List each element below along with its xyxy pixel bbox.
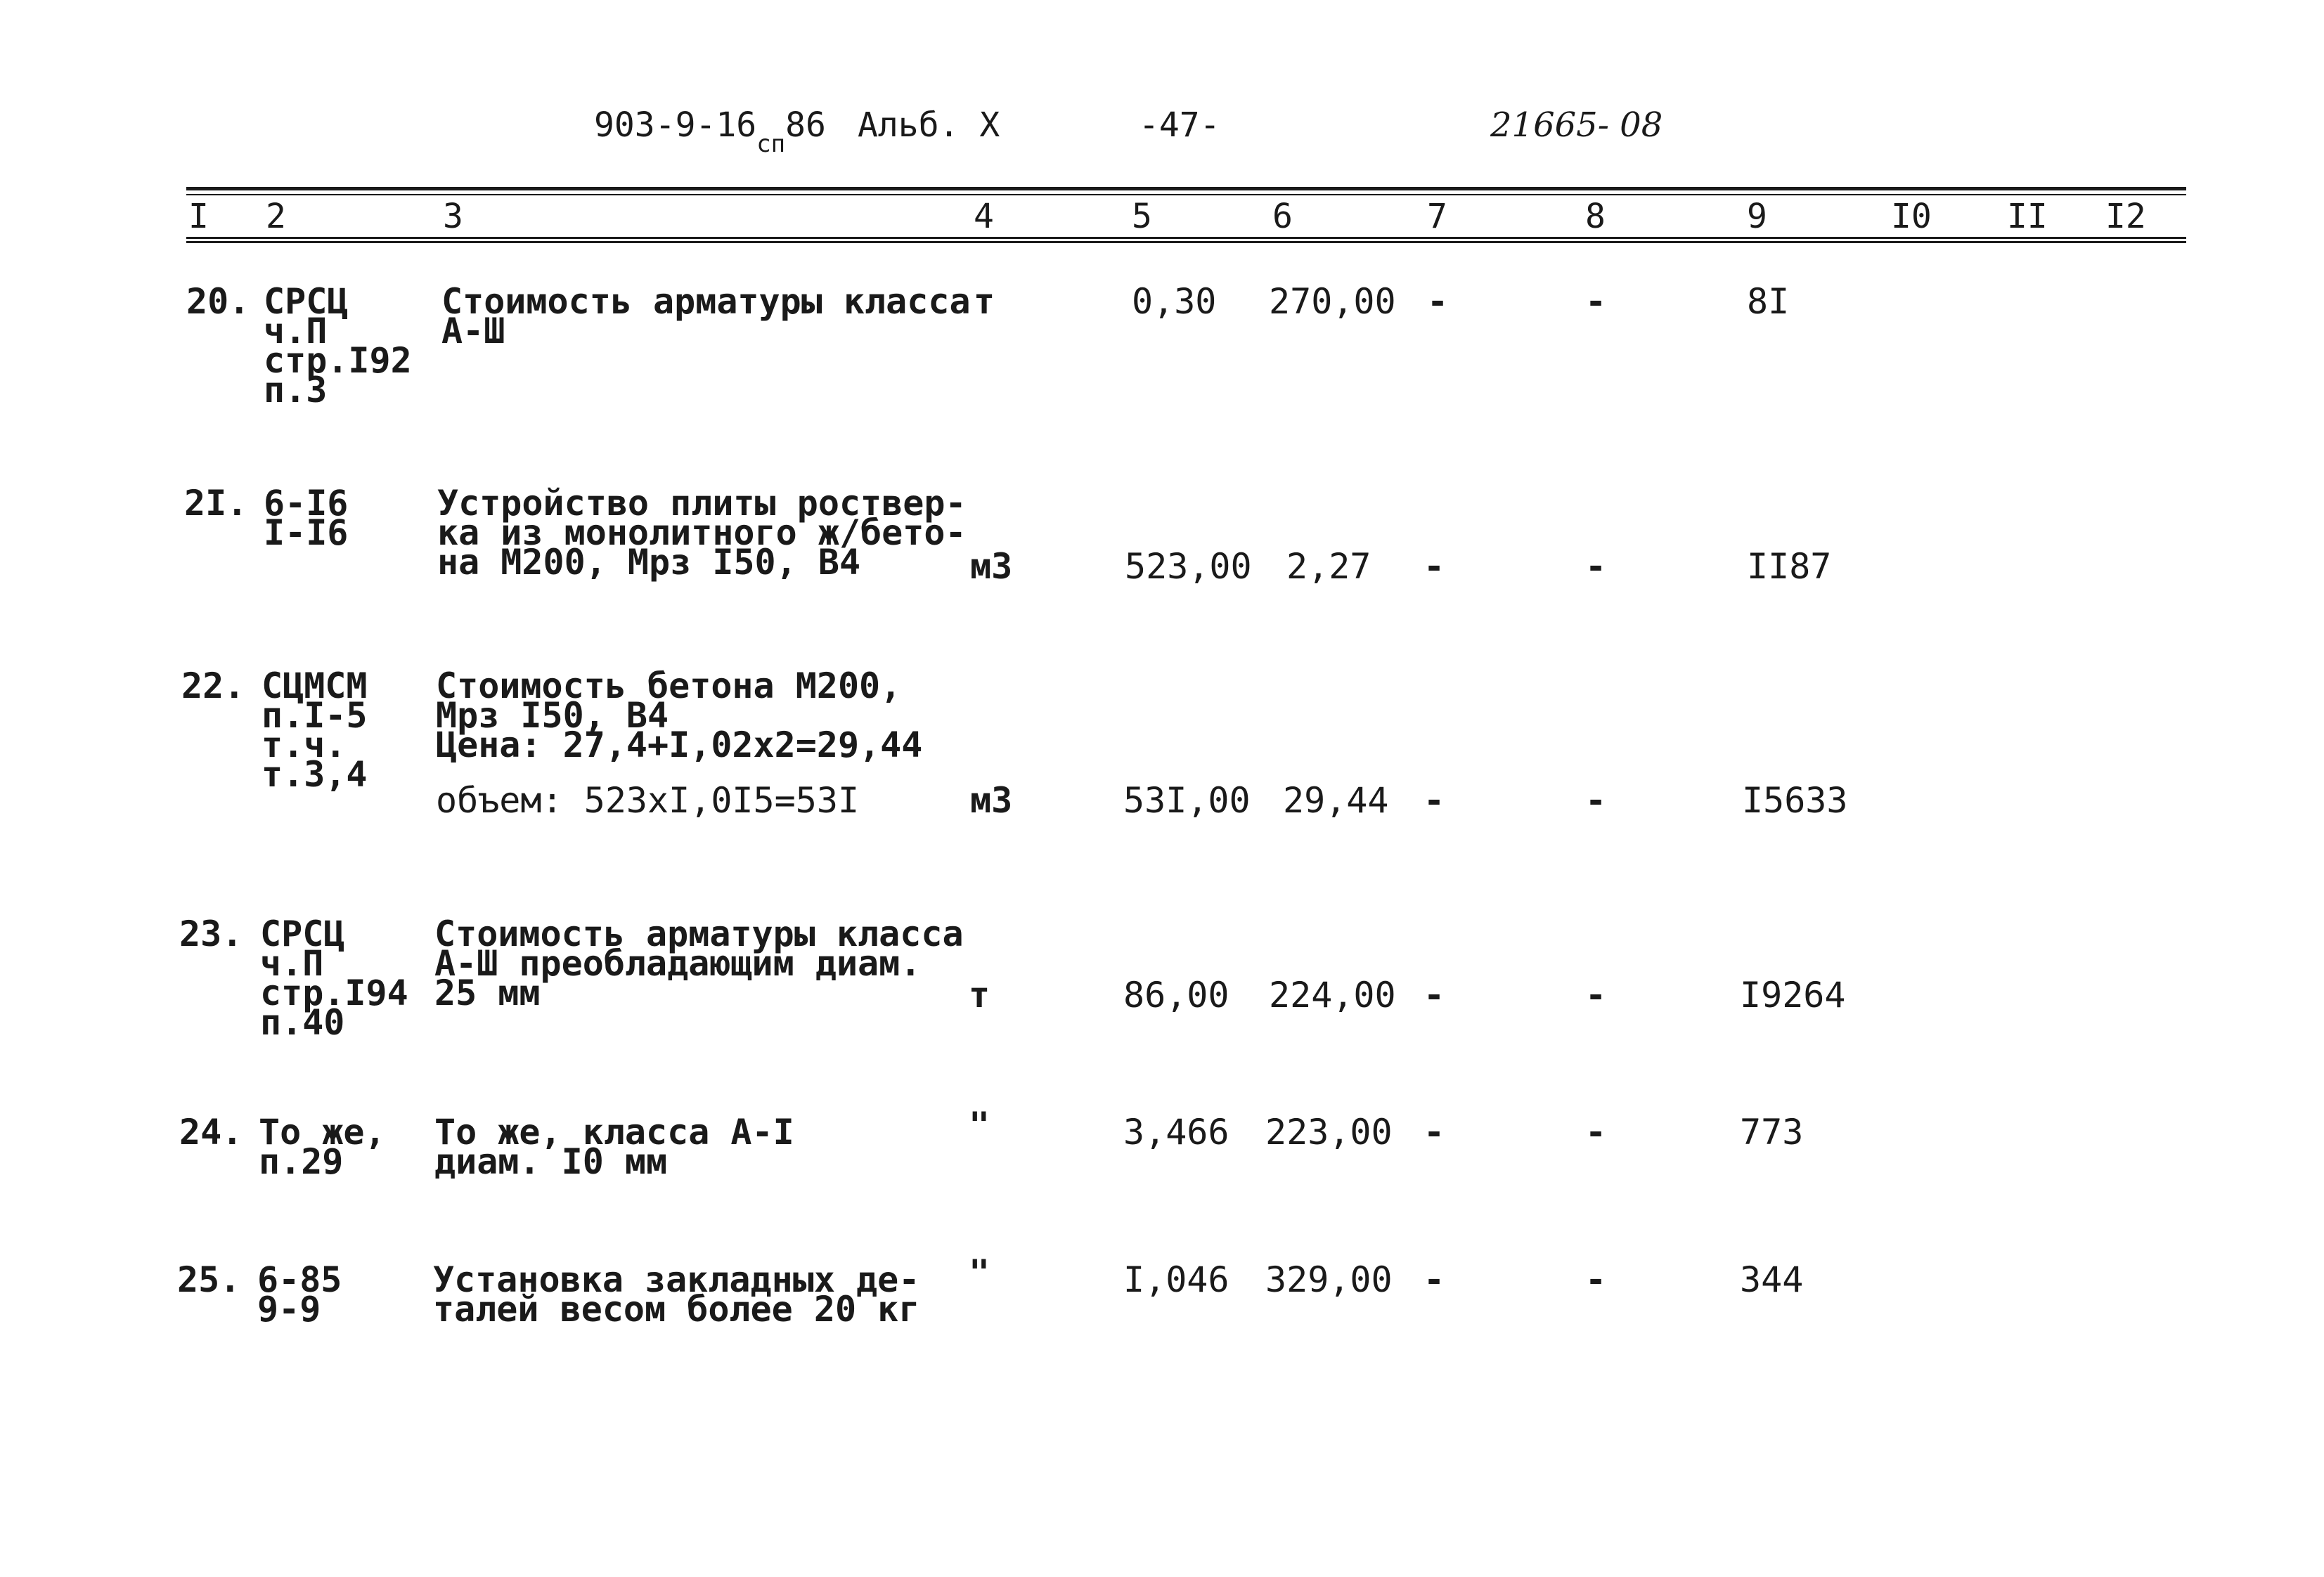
description-line: Стоимость арматуры класса <box>441 281 971 322</box>
description-line: Устройство плиты роствер- <box>437 483 967 524</box>
row-description <box>434 1112 794 1182</box>
description-line: Цена: 27,4+I,02х2=29,44 <box>436 725 923 765</box>
description-line: Стоимость бетона М200, <box>436 666 902 706</box>
code-line: т.ч. <box>262 725 347 765</box>
row-price: 223,00 <box>1265 1112 1393 1153</box>
code-line: СЦМСМ <box>262 666 368 706</box>
column-header-7: 7 <box>1427 197 1447 236</box>
table-rule-top <box>186 187 2186 190</box>
row-total: I9264 <box>1740 975 1846 1015</box>
album-label: Альб. Х <box>858 105 1000 145</box>
column-header-6: 6 <box>1272 197 1293 236</box>
row-code <box>259 1112 386 1182</box>
code-line: п.29 <box>259 1141 344 1182</box>
row-quantity: 0,30 <box>1132 281 1217 322</box>
row-unit: м3 <box>970 546 1013 587</box>
code-line: То же, <box>259 1112 386 1153</box>
row-price: 329,00 <box>1265 1259 1393 1300</box>
row-code <box>264 281 412 410</box>
row-col7: - <box>1424 1112 1445 1153</box>
code-line: п.40 <box>260 1002 345 1043</box>
row-col8: - <box>1585 546 1607 587</box>
code-line: 9-9 <box>257 1289 321 1330</box>
code-line: т.3,4 <box>262 754 368 795</box>
code-line: 6-I6 <box>264 483 349 524</box>
description-line: Установка закладных де- <box>433 1259 920 1300</box>
code-line: СРСЦ <box>260 914 345 954</box>
column-header-4: 4 <box>974 197 994 236</box>
row-col8: - <box>1585 780 1607 821</box>
code-line: СРСЦ <box>264 281 349 322</box>
row-total: I5633 <box>1742 780 1848 821</box>
code-line: ч.П <box>264 311 328 351</box>
column-header-10: I0 <box>1891 197 1932 236</box>
row-quantity: 53I,00 <box>1123 780 1251 821</box>
sheet-number: 21665- 08 <box>1490 105 1663 145</box>
row-description <box>437 483 967 583</box>
description-line: талей весом более 20 кг <box>433 1289 920 1330</box>
doc-code-sub: сп <box>756 130 786 158</box>
description-line: диам. I0 мм <box>434 1141 668 1182</box>
row-number: 20. <box>186 281 250 322</box>
row-description <box>436 666 923 765</box>
row-col7: - <box>1424 975 1445 1015</box>
code-line: 6-85 <box>257 1259 342 1300</box>
doc-code-tail: 86 <box>785 105 826 145</box>
description-line: А-Ш <box>441 311 505 351</box>
description-line: Мрз I50, В4 <box>436 695 669 736</box>
page-number: -47- <box>1139 105 1220 145</box>
column-header-9: 9 <box>1747 197 1767 236</box>
row-unit: м3 <box>970 780 1013 821</box>
row-price: 29,44 <box>1283 780 1389 821</box>
column-header-11: II <box>2007 197 2048 236</box>
description-line: А-Ш преобладающим диам. <box>434 943 922 984</box>
row-description <box>434 914 964 1013</box>
description-line: ка из монолитного ж/бето- <box>437 512 967 553</box>
code-line: п.3 <box>264 370 328 410</box>
row-col8: - <box>1585 1112 1607 1153</box>
row-col8: - <box>1585 281 1607 322</box>
row-description <box>433 1259 920 1330</box>
table-rule-header-bottom <box>186 237 2186 239</box>
row-code <box>264 483 349 553</box>
row-number: 2I. <box>184 483 248 524</box>
row-quantity: 3,466 <box>1123 1112 1229 1153</box>
code-line: п.I-5 <box>262 695 368 736</box>
doc-code-main: 903-9-16 <box>594 105 757 145</box>
code-line: стр.I94 <box>260 973 408 1013</box>
row-total: 344 <box>1740 1259 1804 1300</box>
table-rule-top-thin <box>186 194 2186 195</box>
row-description-extra: объем: 523хI,0I5=53I <box>436 780 860 821</box>
column-header-5: 5 <box>1132 197 1152 236</box>
row-code <box>262 666 368 795</box>
description-line: на М200, Мрз I50, В4 <box>437 542 861 583</box>
row-code <box>260 914 408 1043</box>
row-col7: - <box>1424 780 1445 821</box>
row-code <box>257 1259 342 1330</box>
code-line: I-I6 <box>264 512 349 553</box>
row-unit: т <box>974 281 995 322</box>
description-line: То же, класса А-I <box>434 1112 794 1153</box>
row-number: 23. <box>179 914 243 954</box>
column-header-1: I <box>188 197 209 236</box>
row-total: 8I <box>1747 281 1790 322</box>
row-total: 773 <box>1740 1112 1804 1153</box>
doc-code <box>594 105 826 158</box>
row-number: 24. <box>179 1112 243 1153</box>
row-unit: т <box>969 975 990 1015</box>
row-description <box>441 281 971 351</box>
row-col8: - <box>1585 1259 1607 1300</box>
row-col8: - <box>1585 975 1607 1015</box>
row-price: 2,27 <box>1286 546 1371 587</box>
column-header-3: 3 <box>443 197 463 236</box>
code-line: ч.П <box>260 943 324 984</box>
row-unit: " <box>969 1252 990 1293</box>
column-header-12: I2 <box>2105 197 2146 236</box>
row-number: 22. <box>181 666 245 706</box>
row-number: 25. <box>177 1259 241 1300</box>
row-total: II87 <box>1747 546 1832 587</box>
table-rule-header-bottom-2 <box>186 241 2186 243</box>
row-price: 224,00 <box>1269 975 1396 1015</box>
row-quantity: I,046 <box>1123 1259 1229 1300</box>
row-col7: - <box>1424 1259 1445 1300</box>
column-header-2: 2 <box>266 197 286 236</box>
column-header-8: 8 <box>1585 197 1606 236</box>
description-line: 25 мм <box>434 973 541 1013</box>
row-quantity: 523,00 <box>1125 546 1252 587</box>
row-quantity: 86,00 <box>1123 975 1229 1015</box>
description-line: Стоимость арматуры класса <box>434 914 964 954</box>
row-col7: - <box>1427 281 1449 322</box>
row-price: 270,00 <box>1269 281 1396 322</box>
code-line: стр.I92 <box>264 340 412 381</box>
row-col7: - <box>1424 546 1445 587</box>
row-unit: " <box>969 1105 990 1146</box>
